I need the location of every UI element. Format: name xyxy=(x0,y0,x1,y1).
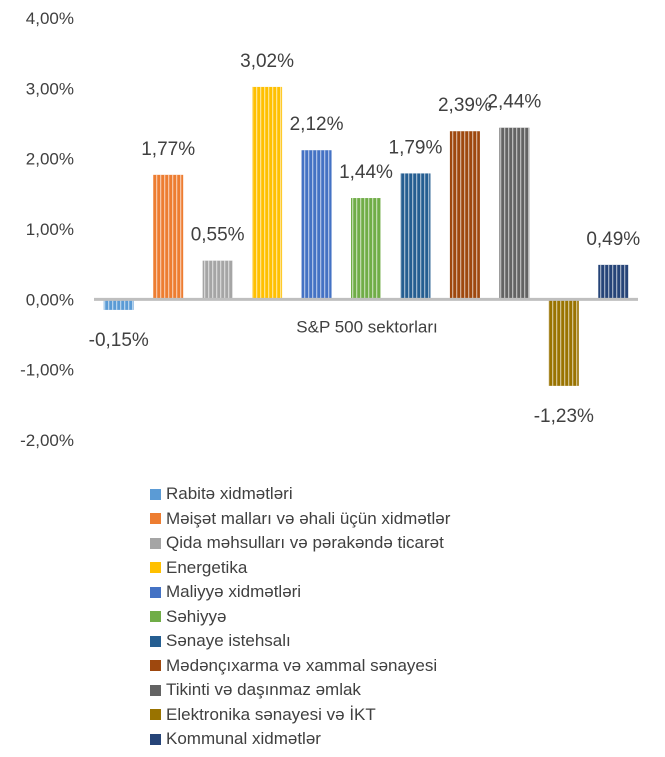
legend-swatch xyxy=(150,660,161,671)
bar xyxy=(104,299,134,310)
y-tick-label: -1,00% xyxy=(20,360,74,380)
bar xyxy=(252,87,282,299)
legend-label: Rabitə xidmətləri xyxy=(166,484,293,503)
legend-item xyxy=(150,507,450,532)
data-label: 1,79% xyxy=(388,137,443,159)
legend-swatch xyxy=(150,636,161,647)
legend-label: Məişət malları və əhali üçün xidmətlər xyxy=(166,508,451,528)
data-label: 2,12% xyxy=(289,114,344,136)
data-label: 1,44% xyxy=(339,162,393,184)
legend-label: Mədənçıxarma və xammal sənayesi xyxy=(166,655,438,675)
bars xyxy=(104,87,629,386)
legend-swatch xyxy=(150,611,161,622)
legend-label: Kommunal xidmətlər xyxy=(166,729,321,748)
data-label: 3,02% xyxy=(240,50,295,72)
legend-label: Energetika xyxy=(166,557,248,577)
legend-swatch xyxy=(150,685,161,696)
bar xyxy=(203,261,233,300)
legend-swatch xyxy=(150,538,161,549)
legend-label: Qida məhsulları və pərakəndə ticarət xyxy=(166,533,444,552)
y-tick-label: 2,00% xyxy=(25,149,74,169)
legend-item xyxy=(150,482,450,507)
data-label: 2,44% xyxy=(487,91,542,113)
bar xyxy=(499,128,529,300)
legend-swatch xyxy=(150,734,161,745)
legend-label: Tikinti və daşınmaz əmlak xyxy=(166,680,361,699)
legend-swatch xyxy=(150,587,161,598)
data-label: 0,49% xyxy=(586,228,641,250)
legend-swatch xyxy=(150,709,161,720)
y-tick-label: 4,00% xyxy=(25,9,74,28)
y-tick-label: 1,00% xyxy=(25,220,74,239)
legend-swatch xyxy=(150,489,161,500)
bar xyxy=(450,131,480,299)
bar xyxy=(302,150,332,299)
bar xyxy=(549,299,579,386)
legend-item xyxy=(150,531,450,556)
bar xyxy=(400,173,430,299)
legend-label: Səhiyyə xyxy=(166,606,227,626)
legend-label: Sənaye istehsalı xyxy=(166,631,291,650)
legend-swatch xyxy=(150,513,161,524)
data-label: -0,15% xyxy=(88,329,149,351)
bar xyxy=(598,265,628,299)
bar xyxy=(351,198,381,299)
y-axis xyxy=(20,9,74,450)
x-axis-label: S&P 500 sektorları xyxy=(296,317,438,337)
legend-item xyxy=(150,556,450,581)
legend-item xyxy=(150,605,450,630)
legend-item xyxy=(150,629,450,654)
data-label: 2,39% xyxy=(437,95,492,117)
legend-item xyxy=(150,703,450,728)
legend-item xyxy=(150,678,450,703)
y-tick-label: 0,00% xyxy=(25,290,74,310)
y-tick-label: 3,00% xyxy=(25,79,74,99)
bar xyxy=(153,175,183,299)
legend-label: Elektronika sənayesi və İKT xyxy=(166,704,376,724)
legend-label: Maliyyə xidmətləri xyxy=(166,582,302,601)
data-label: -1,23% xyxy=(533,405,594,427)
data-label: 0,55% xyxy=(190,224,245,246)
legend-item xyxy=(150,654,450,679)
legend-item xyxy=(150,727,450,752)
legend-swatch xyxy=(150,562,161,573)
legend xyxy=(150,482,450,752)
data-label: 1,77% xyxy=(141,138,196,160)
legend-item xyxy=(150,580,450,605)
y-tick-label: -2,00% xyxy=(20,431,74,450)
